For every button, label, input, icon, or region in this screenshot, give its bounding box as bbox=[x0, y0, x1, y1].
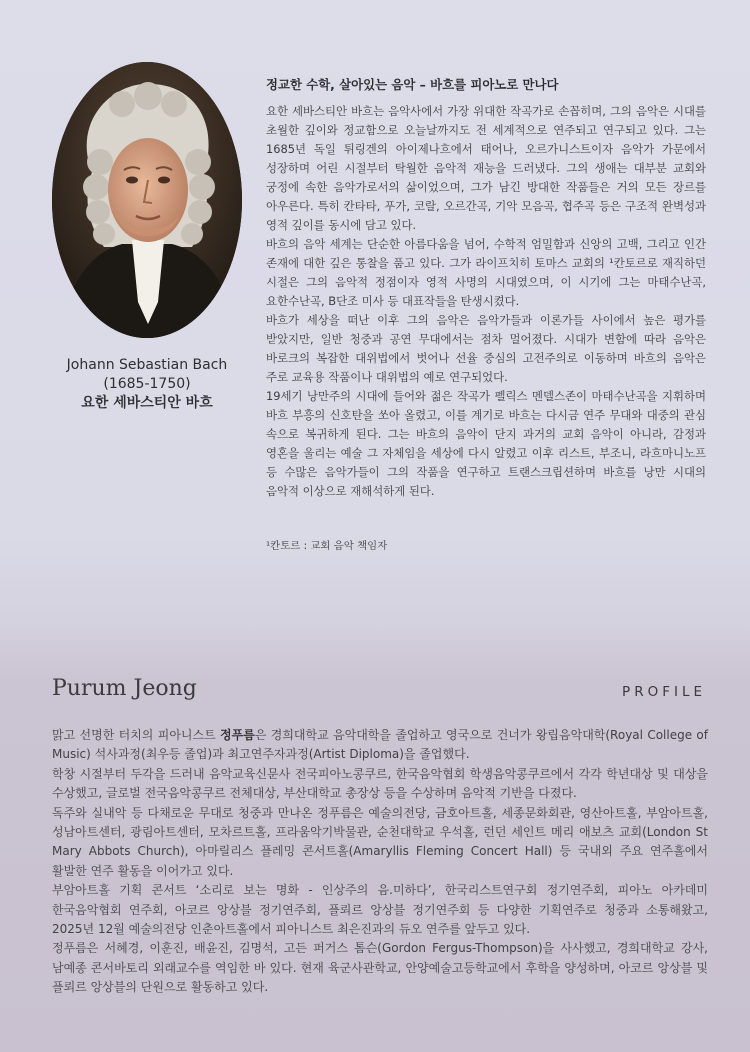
bio-text: 맑고 선명한 터치의 피아니스트 bbox=[52, 728, 221, 742]
artist-bio bbox=[52, 726, 708, 998]
composer-name-en: Johann Sebastian Bach bbox=[66, 357, 228, 373]
composer-years: (1685-1750) bbox=[103, 376, 191, 392]
bio-paragraph: 학창 시절부터 두각을 드러내 음악교육신문사 전국피아노콩쿠르, 한국음악협회 학생음악콩쿠르에서 각각 학년대상 및 대상을 수상했고, 글로벌 전국음악콩쿠르 전체대상, 부산대학교 총장상 등을 수상하며 음악적 기반을 다졌다. bbox=[52, 766, 708, 801]
composer-portrait bbox=[52, 62, 242, 338]
portrait-illustration bbox=[52, 62, 242, 338]
bach-essay bbox=[266, 76, 706, 501]
footnote: ¹칸토르 : 교회 음악 책임자 bbox=[266, 540, 388, 552]
bio-paragraph bbox=[52, 726, 708, 765]
essay-paragraph: 요한 세바스티안 바흐는 음악사에서 가장 위대한 작곡가로 손꼽히며, 그의 음악은 시대를 초월한 깊이와 정교함으로 오늘날까지도 전 세계적으로 연주되고 연구되고 있다. 그는 1685년 독일 튀링겐의 아이제나흐에서 태어나, 오르가니스트이자 음악가 가문에서 성장하며 어린 시절부터 탁월한 음악적 재능을 드러냈다. 그의 생애는 대부분 교회와 궁정에 속한 음악가로서의 삶이었으며, 그가 남긴 방대한 작품들은 거의 모든 장르를 아우른다. 특히 칸타타, 푸가, 코랄, 오르간곡, 기악 모음곡, 협주곡 등은 구조적 완벽성과 영적 깊이를 동시에 담고 있다. bbox=[266, 104, 706, 232]
essay-paragraph: 바흐의 음악 세계는 단순한 아름다움을 넘어, 수학적 엄밀함과 신앙의 고백, 그리고 인간 존재에 대한 깊은 통찰을 품고 있다. 그가 라이프치히 토마스 교회의 ¹칸토르로 재직하던 시절은 그의 음악적 정점이자 영적 사명의 시대였으며, 이 시기에 그는 마태수난곡, 요한수난곡, B단조 미사 등 대표작들을 탄생시켰다. bbox=[266, 237, 706, 308]
bio-paragraph: 부암아트홀 기획 콘서트 ‘소리로 보는 명화 - 인상주의 음.미하다’, 한국리스트연구회 정기연주회, 피아노 아카데미 한국음악협회 연주회, 아코르 앙상블 정기연주회, 플뢰르 앙상블 정기연주회 등 다양한 기획연주로 청중과 소통해왔고, 2025년 12월 예술의전당 인춘아트홀에서 피아니스트 최은진과의 듀오 연주를 앞두고 있다. bbox=[52, 883, 708, 937]
essay-title: 정교한 수학, 살아있는 음악 – 바흐를 피아노로 만나다 bbox=[266, 77, 559, 92]
composer-name-ko: 요한 세바스티안 바흐 bbox=[81, 395, 213, 411]
composer-caption bbox=[40, 356, 254, 413]
artist-name: Purum Jeong bbox=[52, 676, 197, 701]
bio-artist-name: 정푸름 bbox=[220, 728, 255, 742]
bio-text: 은 경희대학교 음악대학을 졸업하고 영국으로 건너가 왕립음악대학(Royal College of Music) 석사과정(최우등 졸업)과 최고연주자과정(Artist Diploma)을 졸업했다. bbox=[52, 728, 708, 762]
bio-paragraph: 정푸름은 서혜경, 이훈진, 배윤진, 김명석, 고든 퍼거스 톰슨(Gordon Fergus-Thompson)을 사사했고, 경희대학교 강사, 남예종 콘서바토리 외래교수를 역임한 바 있다. 현재 육군사관학교, 안양예술고등학교에서 후학을 양성하며, 아코르 앙상블 및 플뢰르 앙상블의 단원으로 활동하고 있다. bbox=[52, 941, 708, 995]
essay-paragraph: 19세기 낭만주의 시대에 들어와 젊은 작곡가 펠릭스 멘델스존이 마태수난곡을 지휘하며 바흐 부흥의 신호탄을 쏘아 올렸고, 이를 계기로 바흐는 다시금 연주 무대와 대중의 관심 속으로 복귀하게 된다. 그는 바흐의 음악이 단지 과거의 교회 음악이 아니라, 감정과 영혼을 울리는 예술 그 자체임을 세상에 다시 알렸고 이후 리스트, 부조니, 라흐마니노프 등 수많은 음악가들이 그의 작품을 연구하고 트랜스크립션하며 바흐를 낭만 시대의 음악적 이상으로 재해석하게 된다. bbox=[266, 389, 706, 498]
profile-label: PROFILE bbox=[622, 684, 706, 700]
bio-paragraph: 독주와 실내악 등 다채로운 무대로 청중과 만나온 정푸름은 예술의전당, 금호아트홀, 세종문화회관, 영산아트홀, 부암아트홀, 성남아트센터, 광림아트센터, 모차르트홀, 프라움악기박물관, 순천대학교 우석홀, 런던 세인트 메리 애보츠 교회(London St Mary Abbots Church), 아마릴리스 플레밍 콘서트홀(Amaryllis Fleming Concert Hall) 등 국내외 주요 연주홀에서 활발한 연주 활동을 이어가고 있다. bbox=[52, 805, 708, 878]
essay-paragraph: 바흐가 세상을 떠난 이후 그의 음악은 음악가들과 이론가들 사이에서 높은 평가를 받았지만, 일반 청중과 공연 무대에서는 점차 멀어졌다. 시대가 변함에 따라 음악은 바로크의 복잡한 대위법에서 벗어나 선율 중심의 고전주의로 이동하며 바흐의 음악은 주로 교육용 작품이나 대위법의 예로 연구되었다. bbox=[266, 313, 706, 384]
